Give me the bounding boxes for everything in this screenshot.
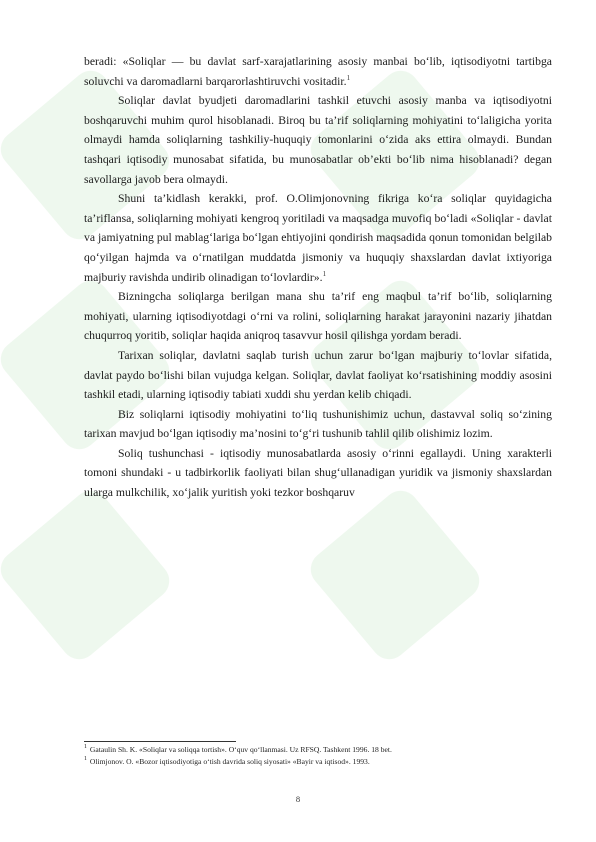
paragraph-text: Bizningcha soliqlarga berilgan mana shu ta’rif eng maqbul ta’rif bo‘lib, soliqlarning mohiyati, ularning iqtisodiyotdagi o‘rni va rolini, soliqlarning harakat jarayonini nazariy jihatdan chuqurroq yoritib, soliqlar haqida aniqroq tasavvur hosil qilishga yordam beradi. [84, 290, 552, 343]
footnote-number: 1 [84, 756, 87, 763]
paragraph-text: Tarixan soliqlar, davlatni saqlab turish uchun zarur bo‘lgan majburiy to‘lovlar sifatida, davlat paydo bo‘lishi bilan vujudga kelgan. Soliqlar, davlat faoliyat ko‘rsatishining moddiy asosini tashkil etadi, ularning iqtisodiy tabiati xuddi shu yerdan kelib chiqadi. [84, 348, 552, 402]
paragraph-text: Shuni ta’kidlash kerakki, prof. O.Olimjonovning fikriga ko‘ra soliqlar quyidagicha ta’riflansa, soliqlarning mohiyati kengroq yoritiladi va maqsadga muvofiq bo‘ladi «Soliqlar - davlat va jamiyatning pul mablag‘lariga bo‘lgan ehtiyojini qondirish maqsadida qonun tomonidan belgilab qo‘yilgan hajmda va o‘rnatilgan muddatda jismoniy va huquqiy shaxslardan davlat ixtiyoriga majburiy ravishda undirib olinadigan to‘lovlardir». [84, 192, 552, 284]
footnote-divider [84, 741, 236, 742]
watermark [0, 483, 177, 666]
paragraph-text: Biz soliqlarni iqtisodiy mohiyatini to‘liq tushunishimiz uchun, dastavval soliq so‘zining tarixan mavjud bo‘lgan iqtisodiy ma’nosini to‘g‘ri tushunib tahlil qilib olishimiz lozim. [84, 407, 552, 441]
page-number: 8 [295, 794, 301, 804]
paragraph-text: Soliq tushunchasi - iqtisodiy munosabatlarda asosiy o‘rinni egallaydi. Uning xarakterli tomoni shundaki - u tadbirkorlik faoliyati bilan shug‘ullanadigan yuridik va jismoniy shaxslardan ularga mulkchilik, xo‘jalik yuritish yoki tezkor boshqaruv [84, 446, 552, 500]
watermark [303, 483, 486, 666]
paragraph-text: beradi: «Soliqlar — bu davlat sarf-xarajatlarining asosiy manbai bo‘lib, iqtisodiyotni tartibga soluvchi va daromadlarni barqarorlashtiruvchi vositadir. [84, 55, 552, 88]
footnote [84, 756, 552, 768]
paragraph [84, 91, 552, 189]
paragraph [84, 52, 552, 91]
paragraph [84, 444, 552, 503]
paragraph [84, 346, 552, 405]
paragraph [84, 405, 552, 444]
footnote-text: Olimjonov. O. «Bozor iqtisodiyotiga o‘tish davrida soliq siyosati» «Bayir va iqtisod». 1993. [89, 757, 370, 766]
paragraph [84, 287, 552, 346]
footnote-number: 1 [84, 744, 87, 751]
footnote [84, 744, 552, 756]
footnotes [84, 744, 552, 768]
paragraph [84, 189, 552, 287]
body-text [84, 52, 552, 503]
paragraph-text: Soliqlar davlat byudjeti daromadlarini tashkil etuvchi asosiy manba va iqtisodiyotni boshqaruvchi muhim qurol hisoblanadi. Biroq bu ta’rif soliqlarning mohiyatini to‘laligicha yorita olmaydi hamda soliqlarning tashkiliy-huquqiy tomonlarini o‘zida aks ettira olmaydi. Bundan tashqari iqtisodiy munosabat sifatida, bu munosabatlar ob’ekti bo‘lib nima hisoblanadi? degan savollarga javob bera olmaydi. [84, 94, 552, 186]
footnote-reference[interactable]: 1 [346, 73, 351, 82]
footnote-text: Gataulin Sh. K. «Soliqlar va soliqqa tortish». O‘quv qo‘llanmasi. Uz RFSQ. Tashkent 1996. 18 bet. [89, 745, 392, 754]
footnote-reference[interactable]: 1 [322, 269, 327, 278]
